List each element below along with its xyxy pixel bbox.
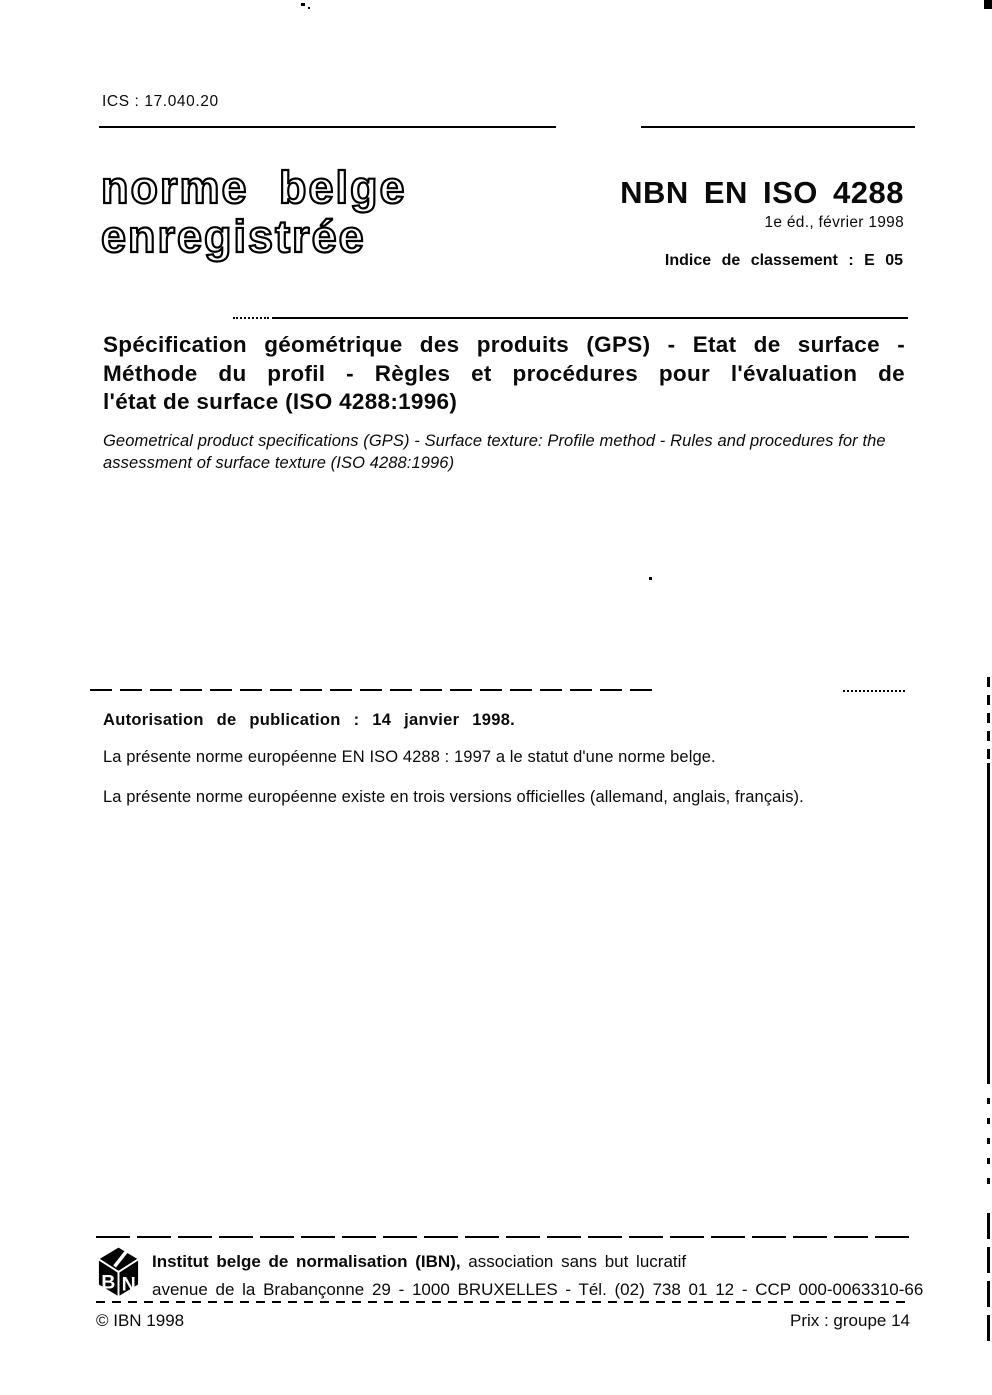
wordmark-line2: enregistrée <box>101 211 366 262</box>
institute-name: Institut belge de normalisation (IBN), <box>152 1252 461 1271</box>
scan-speck <box>308 7 310 9</box>
footer-rule-top <box>96 1236 916 1238</box>
page-edge-line <box>987 763 990 1078</box>
institute-line <box>152 1252 686 1272</box>
title-french-line2: Méthode du profil - Règles et procédures pour l'évaluation de <box>103 360 905 386</box>
wordmark-line1: norme belge <box>101 162 407 213</box>
logo-letter-n: N <box>121 1273 136 1296</box>
title-french-line3: l'état de surface (ISO 4288:1996) <box>103 389 458 414</box>
title-english-line1: Geometrical product specifications (GPS) - Surface texture: Profile method - Rules and procedures for the <box>103 432 886 450</box>
institute-type: association sans but lucratif <box>460 1252 687 1271</box>
edition-date: 1e éd., février 1998 <box>764 214 904 231</box>
logo-letter-b: B <box>101 1271 116 1294</box>
ics-rule-right <box>641 126 915 128</box>
scan-speck <box>301 3 305 6</box>
ics-rule-left <box>99 126 556 128</box>
title-english <box>103 431 913 474</box>
status-note: La présente norme européenne EN ISO 4288 : 1997 a le statut d'une norme belge. <box>103 748 716 766</box>
classification-index: Indice de classement : E 05 <box>664 252 903 269</box>
authorization-rule <box>90 689 655 691</box>
authorization-rule-stub <box>843 690 905 692</box>
standard-reference: NBN EN ISO 4288 <box>620 175 904 210</box>
versions-note: La présente norme européenne existe en trois versions officielles (allemand, anglais, français). <box>103 788 804 806</box>
copyright-notice: © IBN 1998 <box>96 1311 185 1330</box>
page-edge-line <box>987 677 990 763</box>
title-english-line2: assessment of surface texture (ISO 4288:1996) <box>103 453 455 472</box>
scan-dot <box>649 577 652 580</box>
institute-address: avenue de la Brabançonne 29 - 1000 BRUXELLES - Tél. (02) 738 01 12 - CCP 000-0063310-66 <box>152 1280 924 1299</box>
norme-belge-wordmark <box>101 163 407 261</box>
page-edge-line <box>987 1078 990 1195</box>
title-french-line1: Spécification géométrique des produits (GPS) - Etat de surface - <box>103 332 905 357</box>
ibn-logo <box>95 1246 142 1301</box>
title-rule-dots <box>233 317 269 319</box>
page-edge-line <box>987 1213 990 1345</box>
authorization-line: Autorisation de publication : 14 janvier 1998. <box>103 711 516 729</box>
footer-rule-bottom <box>96 1301 908 1303</box>
ics-code: ICS : 17.040.20 <box>102 93 219 110</box>
price-group: Prix : groupe 14 <box>789 1311 910 1330</box>
scan-corner-mark <box>984 0 992 9</box>
title-rule <box>272 317 908 319</box>
title-french <box>103 331 905 417</box>
